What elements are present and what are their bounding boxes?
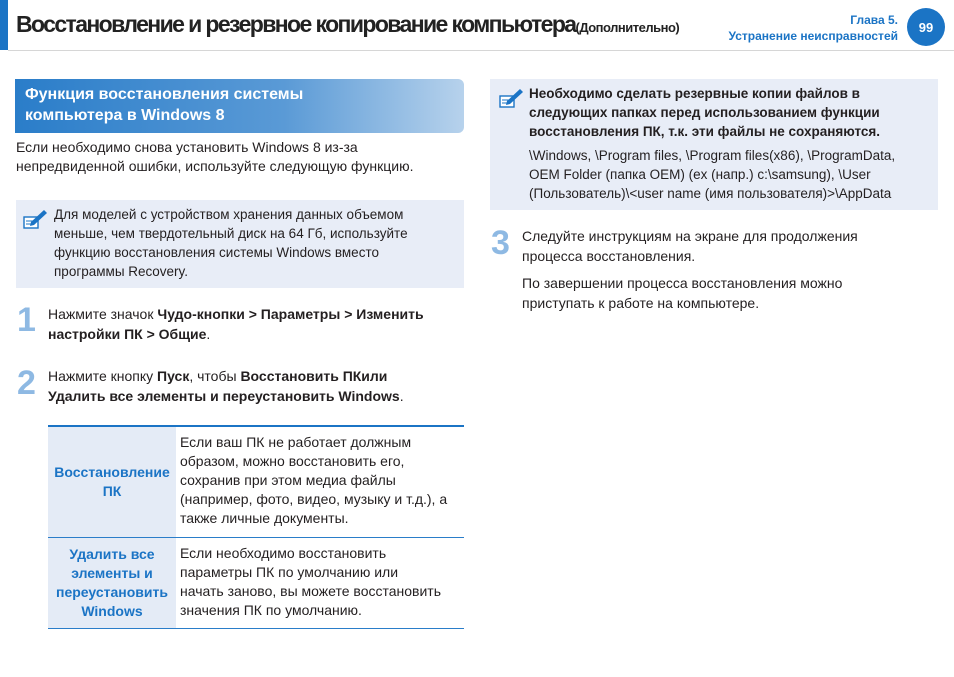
note-pencil-icon: [22, 208, 48, 230]
backup-note-warning: [529, 84, 935, 141]
step-text-bold: Пуск: [157, 368, 190, 384]
chapter-label: [729, 12, 898, 44]
step-text-bold: Восстановить ПКили: [240, 368, 388, 384]
table-desc-line: сохранив при этом медиа файлы: [180, 472, 396, 488]
table-header-line: Удалить все: [69, 546, 155, 562]
step-2-text: [48, 366, 468, 406]
step-line: По завершении процесса восстановления можно: [522, 275, 843, 291]
note-text: [54, 205, 462, 281]
table-header-line: Windows: [81, 603, 143, 619]
note-line: OEM Folder (папка OEM) (ex (напр.) c:\samsung), \User: [529, 167, 871, 182]
note-line: \Windows, \Program files, \Program files(x86), \ProgramData,: [529, 148, 896, 163]
note-box: [16, 200, 464, 288]
note-line: меньше, чем твердотельный диск на 64 Гб, используйте: [54, 226, 408, 241]
intro-line: Если необходимо снова установить Windows 8 из-за: [16, 139, 358, 155]
note-pencil-icon: [498, 87, 524, 109]
page-number-badge: 99: [907, 8, 945, 46]
step-line: Следуйте инструкциям на экране для продолжения: [522, 228, 858, 244]
step-text-part: Нажмите значок: [48, 306, 158, 322]
step-text-part: Нажмите кнопку: [48, 368, 158, 384]
table-row-description: [176, 427, 464, 537]
note-line: функцию восстановления системы Windows вместо: [54, 245, 379, 260]
step-line: процесса восстановления.: [522, 248, 696, 264]
note-line: Необходимо сделать резервные копии файлов в: [529, 86, 860, 101]
note-line: программы Recovery.: [54, 264, 189, 279]
table-desc-line: (например, фото, видео, музыку и т.д.), а: [180, 491, 448, 507]
step-1-text: [48, 304, 468, 344]
step-text-part: .: [206, 326, 211, 342]
table-header-line: элементы и: [71, 565, 153, 581]
table-desc-line: образом, можно восстановить его,: [180, 453, 405, 469]
intro-line: непредвиденной ошибки, используйте следующую функцию.: [16, 158, 414, 174]
page-title: [16, 11, 679, 38]
table-header-line: ПК: [102, 483, 122, 499]
table-desc-line: начать заново, вы можете восстановить: [180, 583, 441, 599]
chapter-number: Глава 5.: [850, 13, 898, 27]
note-line: следующих папках перед использованием функции: [529, 105, 880, 120]
step-text-part: , чтобы: [189, 368, 241, 384]
page-title-main: Восстановление и резервное копирование компьютера: [16, 11, 576, 37]
note-line: восстановления ПК, т.к. эти файлы не сохраняются.: [529, 124, 881, 139]
table-row: [48, 427, 464, 538]
step-text-bold: Удалить все элементы и переустановить Windows: [48, 388, 400, 404]
step-text-part: .: [399, 388, 404, 404]
table-desc-line: параметры ПК по умолчанию или: [180, 564, 399, 580]
table-header-line: переустановить: [56, 584, 168, 600]
note-line: (Пользователь)\<user name (имя пользователя)>\AppData: [529, 186, 892, 201]
table-row-description: [176, 538, 464, 628]
section-heading: [15, 79, 464, 133]
options-table: [48, 425, 464, 629]
table-desc-line: Если ваш ПК не работает должным: [180, 434, 412, 450]
section-heading-line: компьютера в Windows 8: [25, 107, 225, 124]
header-accent-bar: [0, 0, 8, 50]
intro-paragraph: [16, 138, 466, 176]
section-heading-line: Функция восстановления системы: [25, 86, 304, 103]
table-desc-line: Если необходимо восстановить: [180, 545, 387, 561]
table-row: [48, 538, 464, 629]
chapter-title: Устранение неисправностей: [728, 29, 898, 43]
step-text-bold: настройки ПК > Общие: [48, 326, 207, 342]
table-row-header: [48, 427, 176, 537]
step-3-text: [522, 226, 942, 313]
step-text-bold: Чудо-кнопки > Параметры > Изменить: [157, 306, 424, 322]
table-row-header: [48, 538, 176, 628]
table-desc-line: значения ПК по умолчанию.: [180, 602, 362, 618]
table-desc-line: также личные документы.: [180, 510, 349, 526]
note-line: Для моделей с устройством хранения данных объемом: [54, 207, 404, 222]
page-title-suffix: (Дополнительно): [575, 20, 680, 35]
step-number: 1: [17, 301, 36, 339]
backup-note-box: [490, 79, 938, 210]
backup-note-paths: [529, 146, 937, 203]
step-number: 2: [17, 364, 36, 402]
step-line: приступать к работе на компьютере.: [522, 295, 760, 311]
step-number: 3: [491, 224, 510, 262]
table-header-line: Восстановление: [54, 464, 170, 480]
header-divider: [8, 50, 954, 51]
